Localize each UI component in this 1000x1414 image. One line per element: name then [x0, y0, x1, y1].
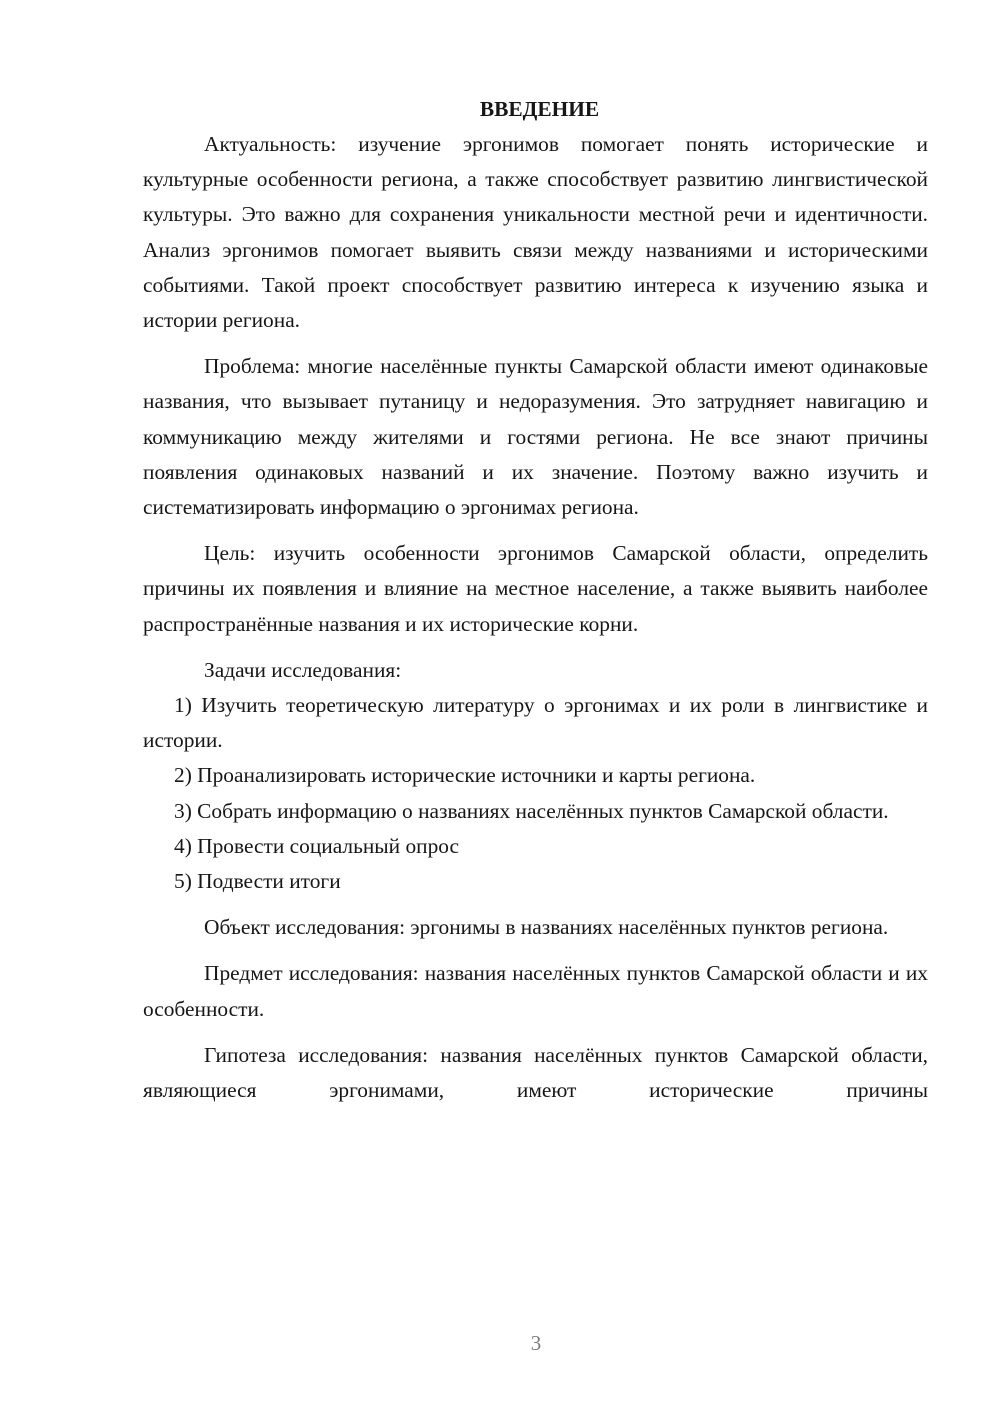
goal-paragraph: Цель: изучить особенности эргонимов Самарской области, определить причины их появления и влияние на местное население, а также выявить наиболее распространённые названия и их исторические корни. — [143, 541, 928, 636]
task-item-2: 2) Проанализировать исторические источники и карты региона. — [174, 763, 756, 788]
page-number: 3 — [530, 1331, 542, 1355]
task-item-3: 3) Собрать информацию о названиях населённых пунктов Самарской области. — [174, 798, 889, 823]
page-heading: ВВЕДЕНИЕ — [479, 97, 600, 121]
task-item-5: 5) Подвести итоги — [174, 869, 341, 894]
subject-paragraph: Предмет исследования: названия населённых пунктов Самарской области и их особенности. — [143, 961, 928, 1021]
object-paragraph: Объект исследования: эргонимы в названиях населённых пунктов региона. — [204, 915, 889, 940]
hypothesis-paragraph: Гипотеза исследования: названия населённых пунктов Самарской области, являющиеся эргонимами, имеют исторические причины — [143, 1042, 928, 1103]
page-content — [143, 92, 928, 1108]
problem-paragraph: Проблема: многие населённые пункты Самарской области имеют одинаковые названия, что вызывает путаницу и недоразумения. Это затрудняет навигацию и коммуникацию между жителями и гостями региона. Не все знают причины появления одинаковых названий и их значение. Поэтому важно изучить и систематизировать информацию о эргонимах региона. — [143, 354, 928, 520]
task-item-4: 4) Провести социальный опрос — [174, 833, 460, 858]
relevance-paragraph: Актуальность: изучение эргонимов помогает понять исторические и культурные особенности региона, а также способствует развитию лингвистической культуры. Это важно для сохранения уникальности местной речи и идентичности. Анализ эргонимов помогает выявить связи между названиями и историческими событиями. Такой проект способствует развитию интереса к изучению языка и истории региона. — [143, 132, 928, 333]
tasks-title: Задачи исследования: — [204, 657, 402, 682]
task-item-1: 1) Изучить теоретическую литературу о эргонимах и их роли в лингвистике и истории. — [143, 693, 928, 753]
